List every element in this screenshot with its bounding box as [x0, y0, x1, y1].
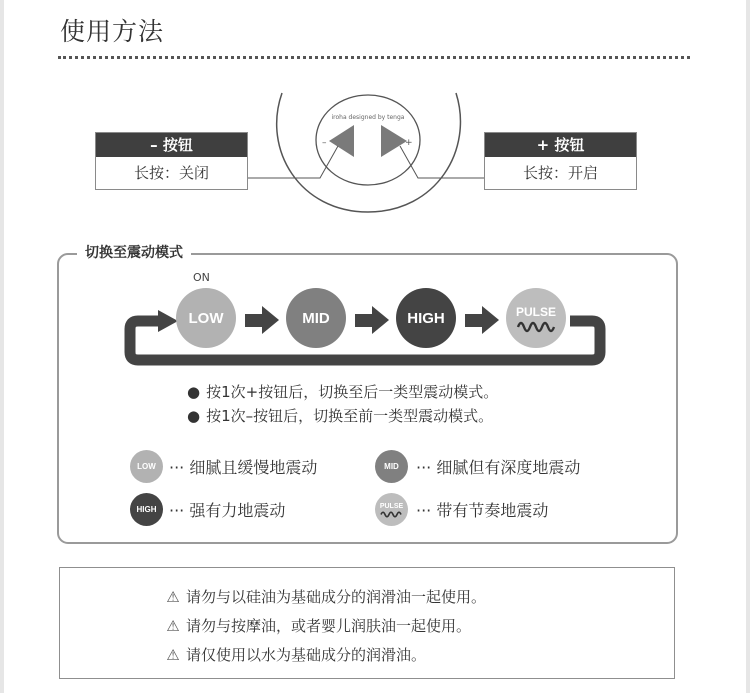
legend-pulse-text: ··· 带有节奏地震动 [416, 501, 549, 520]
mode-high-circle: HIGH [396, 288, 456, 348]
legend-mid-badge: MID [375, 450, 408, 483]
legend-high-badge: HIGH [130, 493, 163, 526]
device-plus-sign: + [405, 138, 413, 148]
warning-text: 请勿与以硅油为基础成分的润滑油一起使用。 [186, 588, 487, 606]
legend-low-badge: LOW [130, 450, 163, 483]
mode-instructions [187, 380, 498, 428]
arrow-mid-to-high-icon [355, 306, 389, 334]
plus-button-desc: 长按：开启 [522, 164, 598, 182]
mode-low-circle: LOW [176, 288, 236, 348]
warning-item [164, 644, 426, 665]
warning-triangle-icon: ⚠ [166, 646, 180, 664]
mode-pulse-label: PULSE [515, 305, 556, 319]
arrow-high-to-pulse-icon [465, 306, 499, 334]
warning-triangle-icon: ⚠ [166, 617, 180, 635]
legend-mid-text: ··· 细腻但有深度地震动 [416, 458, 581, 477]
warning-item [164, 586, 486, 607]
on-label: ON [193, 271, 210, 284]
instruction-item: ● 按1次+按钮后，切换至后一类型震动模式。 [187, 380, 498, 404]
legend-high-text: ··· 强有力地震动 [169, 501, 286, 520]
pulse-wave-icon [516, 319, 556, 335]
legend-low-text: ··· 细腻且缓慢地震动 [169, 458, 318, 477]
warning-triangle-icon: ⚠ [166, 588, 180, 606]
arrow-low-to-mid-icon [245, 306, 279, 334]
warning-text: 请勿与按摩油，或者婴儿润肤油一起使用。 [186, 617, 472, 635]
panel-title: 切换至震动模式 [77, 242, 191, 262]
warning-item [164, 615, 471, 636]
page-title: 使用方法 [60, 17, 165, 46]
device-brand-text: iroha designed by tenga [331, 114, 405, 121]
mode-mid-circle: MID [286, 288, 346, 348]
device-minus-sign: – [322, 138, 327, 148]
pulse-wave-icon [380, 510, 404, 519]
minus-button-desc: 长按：关闭 [133, 164, 209, 182]
minus-button-title: – 按钮 [96, 133, 247, 157]
legend-pulse-label: PULSE [379, 502, 404, 510]
loop-arrowhead-icon [158, 310, 178, 332]
mode-pulse-circle [506, 288, 566, 348]
instruction-item: ● 按1次–按钮后，切换至前一类型震动模式。 [187, 404, 498, 428]
legend-pulse-badge [375, 493, 408, 526]
warning-text: 请仅使用以水为基础成分的润滑油。 [186, 646, 427, 664]
plus-button-title: + 按钮 [485, 133, 636, 157]
